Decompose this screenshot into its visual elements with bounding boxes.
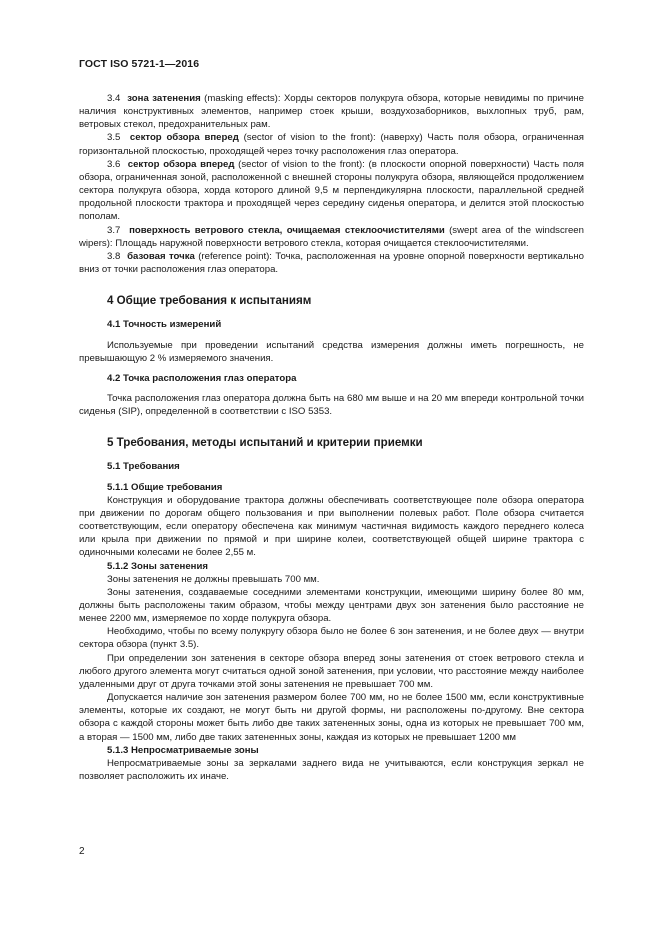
section-5-heading: 5 Требования, методы испытаний и критерии приемки bbox=[107, 436, 423, 450]
section-4-1-heading: 4.1 Точность измерений bbox=[107, 319, 222, 331]
section-5-1-2-paragraph: При определении зон затенения в секторе обзора вперед зоны затенения от стоек ветрового стекла и любого другого элемента могут считаться одной зоной затенения, при условии, что расстояние между наиболее удаленными друг от друга точками этой зоны затенения не превышает 700 мм. bbox=[79, 652, 584, 690]
section-4-2-heading: 4.2 Точка расположения глаз оператора bbox=[107, 372, 297, 384]
section-5-1-1-heading: 5.1.1 Общие требования bbox=[107, 481, 223, 493]
section-4-1-text: Используемые при проведении испытаний средства измерения должны иметь погрешность, не превышающую 2 % измеряемого значения. bbox=[79, 339, 584, 364]
section-5-1-3-text: Непросматриваемые зоны за зеркалами заднего вида не учитываются, если конструкция зеркал не позволяет расположить их иначе. bbox=[79, 757, 584, 783]
definition-3-8: 3.8 базовая точка (reference point): Точка, расположенная на уровне опорной поверхности вертикально вниз от точки расположения глаз оператора. bbox=[79, 250, 584, 276]
definition-term: сектор обзора вперед bbox=[127, 158, 235, 170]
definition-3-7: 3.7 поверхность ветрового стекла, очищаемая стеклоочистителями (swept area of the windscreen wipers): Площадь наружной поверхности ветрового стекла, которая очищается стеклоочистителями. bbox=[79, 224, 584, 249]
section-5-1-2-paragraph: Допускается наличие зон затенения размером более 700 мм, но не более 1500 мм, если конструктивные элементы, которые их создают, не могут быть ни другой формы, ни расположены по-другому. Вне сектора обзора с каждой стороны может быть либо две таких затененных зоны, одна из которых не превышает 700 мм, а вторая — 1500 мм, либо две таких затененных зоны, каждая из которых не превышает 1200 мм bbox=[79, 692, 584, 743]
section-5-1-3-heading: 5.1.3 Непросматриваемые зоны bbox=[107, 744, 259, 756]
definition-term: базовая точка bbox=[127, 250, 195, 262]
section-5-1-2-paragraph: Зоны затенения, создаваемые соседними элементами конструкции, имеющими ширину более 80 мм, должны быть расположены таким образом, чтобы между центрами двух зон затенения было расстояние не менее 2200 мм, измеряемое по хорде полукруга обзора. bbox=[79, 586, 584, 625]
definition-3-4: 3.4 зона затенения (masking effects): Хорды секторов полукруга обзора, которые невидимы по причине наличия конструктивных элементов, например стоек крыши, воздухозаборников, выхлопных труб, рам, ветровых стекол, предохранительных рам. bbox=[79, 93, 584, 131]
definition-term: зона затенения bbox=[127, 93, 201, 104]
document-header: ГОСТ ISO 5721-1—2016 bbox=[79, 58, 200, 70]
section-4-heading: 4 Общие требования к испытаниям bbox=[107, 294, 312, 308]
definition-3-5: 3.5 сектор обзора вперед (sector of vision to the front): (наверху) Часть поля обзора, ограниченная горизонтальной плоскостью, проходящей через точку расположения глаз оператора. bbox=[79, 132, 584, 157]
section-5-1-1-text: Конструкция и оборудование трактора должны обеспечивать соответствующее поле обзора оператора при движении по дорогам общего пользования и при выполнении полевых работ. Поле обзора считается соответствующим, если оператору обеспечена как минимум частичная видимость каждого переднего колеса или крыла при движении по прямой и при ширине колеи, соответствующей общей ширине трактора с одиночными колесами не более 2,55 м. bbox=[79, 494, 584, 559]
section-5-1-2-paragraph: Необходимо, чтобы по всему полукругу обзора было не более 6 зон затенения, и не более двух — внутри сектора обзора (пункт 3.5). bbox=[79, 626, 584, 651]
page-number: 2 bbox=[79, 846, 85, 857]
document-body bbox=[79, 92, 584, 783]
section-5-1-2-heading: 5.1.2 Зоны затенения bbox=[107, 560, 208, 572]
definition-term: поверхность ветрового стекла, очищаемая стеклоочистителями bbox=[129, 224, 445, 236]
section-5-1-2-paragraph: Зоны затенения не должны превышать 700 мм. bbox=[107, 573, 320, 585]
section-5-1-heading: 5.1 Требования bbox=[107, 461, 180, 473]
section-4-2-text: Точка расположения глаз оператора должна быть на 680 мм выше и на 20 мм впереди контрольной точки сиденья (SIP), определенной в соответствии с ISO 5353. bbox=[79, 392, 584, 418]
definition-3-6: 3.6 сектор обзора вперед (sector of vision to the front): (в плоскости опорной поверхности) Часть поля обзора, ограниченная зоной, расположенной с внешней стороны полукруга обзора, являющейся продолжением сектора полукруга обзора, хорда которого длиной 9,5 м перпендикулярна плоскости, параллельной средней продольной плоскости трактора и проходящей через середину сиденья оператора, и делится этой плоскостью пополам. bbox=[79, 158, 584, 223]
definition-term: сектор обзора вперед bbox=[129, 132, 239, 144]
